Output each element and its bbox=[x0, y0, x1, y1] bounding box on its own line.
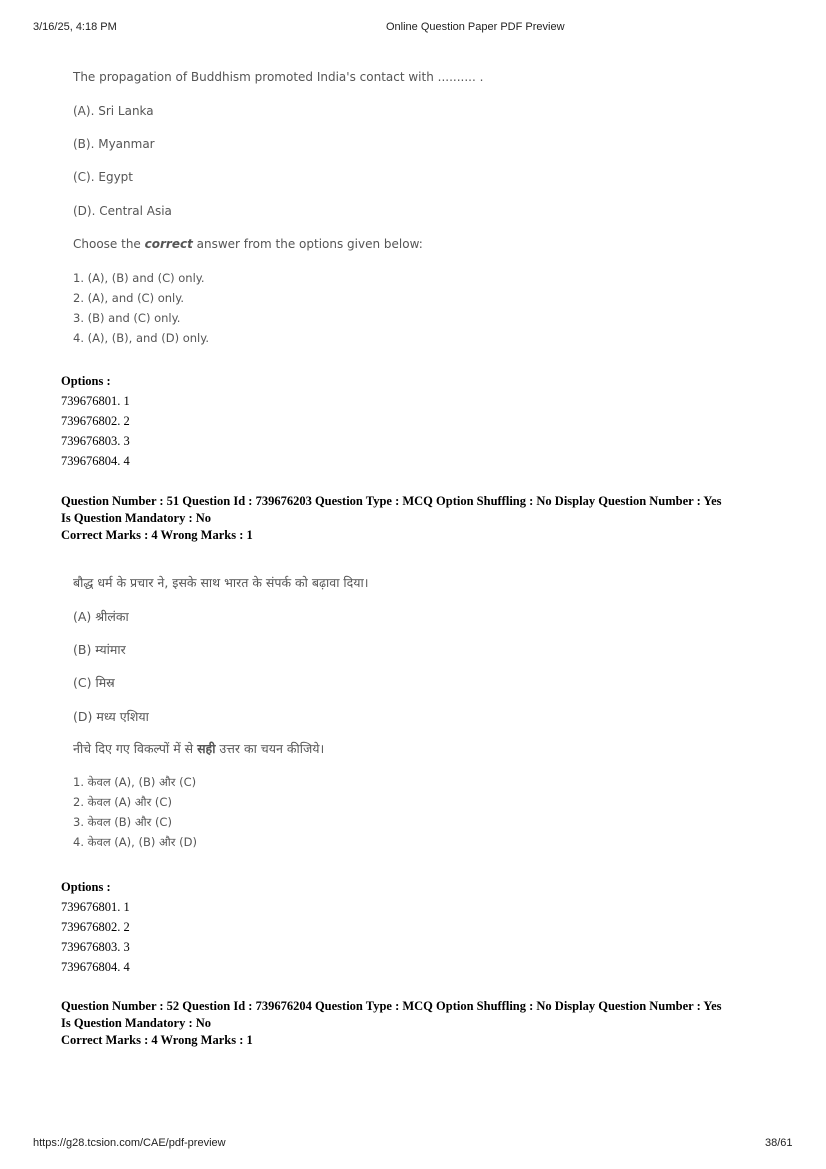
print-datetime: 3/16/25, 4:18 PM bbox=[33, 21, 117, 33]
choice-2: 2. केवल (A) और (C) bbox=[73, 795, 172, 809]
meta-line: Correct Marks : 4 Wrong Marks : 1 bbox=[61, 528, 253, 542]
choice-4: 4. केवल (A), (B) और (D) bbox=[73, 835, 197, 849]
question-meta-52 bbox=[61, 998, 781, 1049]
statement-d: (D) मध्य एशिया bbox=[73, 709, 149, 724]
meta-line: Question Number : 52 Question Id : 739676204 Question Type : MCQ Option Shuffling : No Display Question Number : Yes bbox=[61, 999, 722, 1013]
statement-c: (C). Egypt bbox=[73, 170, 133, 184]
option-line: 739676802. 2 bbox=[61, 414, 130, 428]
options-title: Options : bbox=[61, 374, 111, 388]
meta-line: Question Number : 51 Question Id : 739676203 Question Type : MCQ Option Shuffling : No Display Question Number : Yes bbox=[61, 494, 722, 508]
option-line: 739676801. 1 bbox=[61, 900, 130, 914]
options-title: Options : bbox=[61, 880, 111, 894]
options-block bbox=[61, 877, 130, 977]
options-block bbox=[61, 371, 130, 471]
meta-line: Is Question Mandatory : No bbox=[61, 511, 212, 525]
question-meta-51 bbox=[61, 493, 781, 544]
statement-b: (B) म्यांमार bbox=[73, 642, 126, 657]
option-line: 739676802. 2 bbox=[61, 920, 130, 934]
page-url: https://g28.tcsion.com/CAE/pdf-preview bbox=[33, 1137, 226, 1149]
meta-line: Correct Marks : 4 Wrong Marks : 1 bbox=[61, 1033, 253, 1047]
choice-1: 1. (A), (B) and (C) only. bbox=[73, 271, 205, 285]
option-line: 739676804. 4 bbox=[61, 960, 130, 974]
print-title: Online Question Paper PDF Preview bbox=[386, 21, 565, 33]
statement-c: (C) मिस्र bbox=[73, 675, 115, 690]
option-line: 739676803. 3 bbox=[61, 940, 130, 954]
choice-3: 3. केवल (B) और (C) bbox=[73, 815, 172, 829]
choice-1: 1. केवल (A), (B) और (C) bbox=[73, 775, 197, 789]
meta-line: Is Question Mandatory : No bbox=[61, 1016, 212, 1030]
choice-2: 2. (A), and (C) only. bbox=[73, 291, 185, 305]
statement-a: (A). Sri Lanka bbox=[73, 104, 154, 118]
page-number: 38/61 bbox=[765, 1137, 793, 1149]
choice-3: 3. (B) and (C) only. bbox=[73, 311, 181, 325]
statement-d: (D). Central Asia bbox=[73, 204, 172, 218]
statement-b: (B). Myanmar bbox=[73, 137, 155, 151]
instruction: Choose the correct answer from the options given below: bbox=[73, 237, 423, 251]
choice-4: 4. (A), (B), and (D) only. bbox=[73, 331, 210, 345]
statement-a: (A) श्रीलंका bbox=[73, 609, 129, 624]
option-line: 739676804. 4 bbox=[61, 454, 130, 468]
option-line: 739676801. 1 bbox=[61, 394, 130, 408]
option-line: 739676803. 3 bbox=[61, 434, 130, 448]
question-stem: बौद्ध धर्म के प्रचार ने, इसके साथ भारत के संपर्क को बढ़ावा दिया। bbox=[73, 575, 369, 590]
instruction: नीचे दिए गए विकल्पों में से सही उत्तर का चयन कीजिये। bbox=[73, 741, 325, 756]
question-stem: The propagation of Buddhism promoted India's contact with .......... . bbox=[73, 70, 484, 84]
